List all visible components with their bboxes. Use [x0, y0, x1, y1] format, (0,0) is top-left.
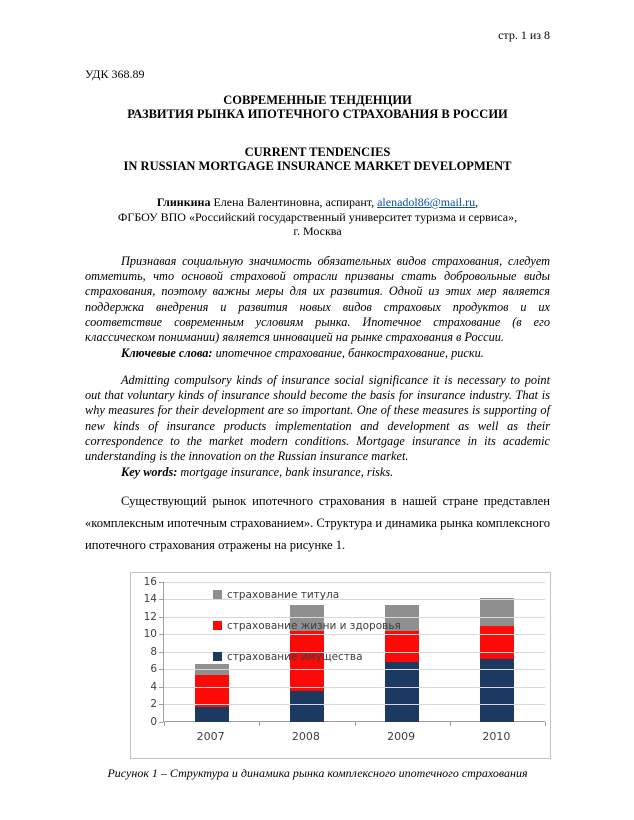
abstract-en-text: Admitting compulsory kinds of insurance social significance it is necessary to point out that voluntary kinds of insurance should become the basis for insurance industry. That is why measures for their development are so important. One of these measures is supporting of new kinds of insurance products implementation and development as well as their correspondence to the market modern conditions. Mortgage insurance in its academic understanding is the innovation on the Russian insurance market. [85, 372, 550, 464]
body-paragraph: Существующий рынок ипотечного страхования в нашей стране представлен «комплексным ипотечным страхованием». Структура и динамика рынка комплексного ипотечного страхования отражены на рисунке 1. [85, 493, 550, 552]
legend-swatch-icon [213, 621, 222, 630]
legend-item [213, 651, 363, 663]
author-surname: Глинкина [156, 195, 211, 209]
keywords-en-label: Key words: [121, 464, 178, 479]
x-axis-tick [545, 722, 546, 726]
stacked-bar-2007 [195, 664, 229, 722]
bar-segment [480, 626, 514, 659]
y-axis-tick [159, 687, 163, 688]
author-line1-comma: , [475, 195, 479, 209]
legend-item [213, 620, 401, 632]
keywords-en [85, 465, 550, 480]
keywords-ru [85, 346, 550, 361]
x-axis-tick [450, 722, 451, 726]
y-axis-tick [159, 582, 163, 583]
author-name-role: Елена Валентиновна, аспирант, [210, 195, 378, 209]
x-axis-label: 2009 [387, 729, 416, 743]
legend-swatch-icon [213, 652, 222, 661]
udc-code: УДК 368.89 [85, 67, 145, 81]
y-axis-tick [159, 669, 163, 670]
y-axis-tick [159, 617, 163, 618]
bar-segment [480, 598, 514, 626]
gridline [164, 634, 545, 635]
gridline [164, 669, 545, 670]
y-axis-tick [159, 652, 163, 653]
abstract-russian [85, 254, 550, 361]
author-affiliation: ФГБОУ ВПО «Российский государственный университет туризма и сервиса», [117, 209, 518, 224]
title-en-line1: CURRENT TENDENCIES [244, 145, 391, 159]
y-axis-label: 14 [143, 593, 157, 606]
x-axis-tick [259, 722, 260, 726]
x-axis-label: 2008 [291, 729, 320, 743]
y-axis-tick [159, 634, 163, 635]
gridline [164, 617, 545, 618]
keywords-ru-label: Ключевые слова: [121, 345, 213, 360]
title-en-line2: IN RUSSIAN MORTGAGE INSURANCE MARKET DEVELOPMENT [123, 158, 512, 173]
y-axis-tick [159, 722, 163, 723]
bar-segment [195, 675, 229, 707]
keywords-ru-text: ипотечное страхование, банкострахование, риски. [212, 345, 484, 360]
figure-caption: Рисунок 1 – Структура и динамика рынка комплексного ипотечного страхования [107, 765, 528, 780]
bar-segment [480, 659, 514, 722]
legend-label: страхование жизни и здоровья [227, 619, 401, 632]
page-indicator: стр. 1 из 8 [498, 28, 550, 42]
y-axis-label: 16 [143, 575, 157, 588]
legend-label: страхование титула [227, 588, 340, 601]
stacked-bar-chart [130, 572, 551, 759]
author-email-link[interactable]: alenadol86@mail.ru [377, 195, 476, 209]
y-axis-label: 4 [150, 680, 157, 693]
x-axis-labels [163, 730, 544, 743]
title-ru-line1: СОВРЕМЕННЫЕ ТЕНДЕНЦИИ [223, 93, 412, 107]
bar-segment [290, 691, 324, 722]
x-axis-tick [355, 722, 356, 726]
x-axis-tick [164, 722, 165, 726]
y-axis-label: 8 [150, 645, 157, 658]
author-line1 [85, 195, 550, 210]
legend-swatch-icon [213, 590, 222, 599]
y-axis-label: 0 [150, 715, 157, 728]
y-axis-tick [159, 704, 163, 705]
y-axis-label: 2 [150, 698, 157, 711]
y-axis-label: 12 [143, 610, 157, 623]
keywords-en-text: mortgage insurance, bank insurance, risks. [177, 464, 394, 479]
author-city: г. Москва [293, 224, 342, 239]
bar-segment [385, 631, 419, 663]
author-block [85, 195, 550, 239]
legend-label: страхование имущества [227, 650, 363, 663]
bar-segment [385, 662, 419, 722]
y-axis-label: 10 [143, 628, 157, 641]
gridline [164, 687, 545, 688]
abstract-ru-text: Признавая социальную значимость обязательных видов страхования, следует отметить, что основой страховой отрасли призваны стать добровольные виды страхования, поэтому важны меры для их развития. Одной из этих мер является поддержка внедрения и развития новых видов страховых продуктов и их соответствие современным условиям рынка. Ипотечное страхование (в его классическом понимании) является инновацией на рынке страхования в России. [85, 253, 550, 345]
legend-item [213, 589, 339, 601]
gridline [164, 704, 545, 705]
title-english [85, 146, 550, 173]
y-axis-label: 6 [150, 663, 157, 676]
x-axis-label: 2010 [482, 729, 511, 743]
bar-segment [195, 707, 229, 722]
x-axis-label: 2007 [196, 729, 225, 743]
y-axis-tick [159, 599, 163, 600]
gridline [164, 582, 545, 583]
abstract-english [85, 373, 550, 480]
y-axis [131, 573, 157, 758]
title-ru-line2: РАЗВИТИЯ РЫНКА ИПОТЕЧНОГО СТРАХОВАНИЯ В РОССИИ [127, 106, 508, 121]
title-russian [85, 94, 550, 121]
